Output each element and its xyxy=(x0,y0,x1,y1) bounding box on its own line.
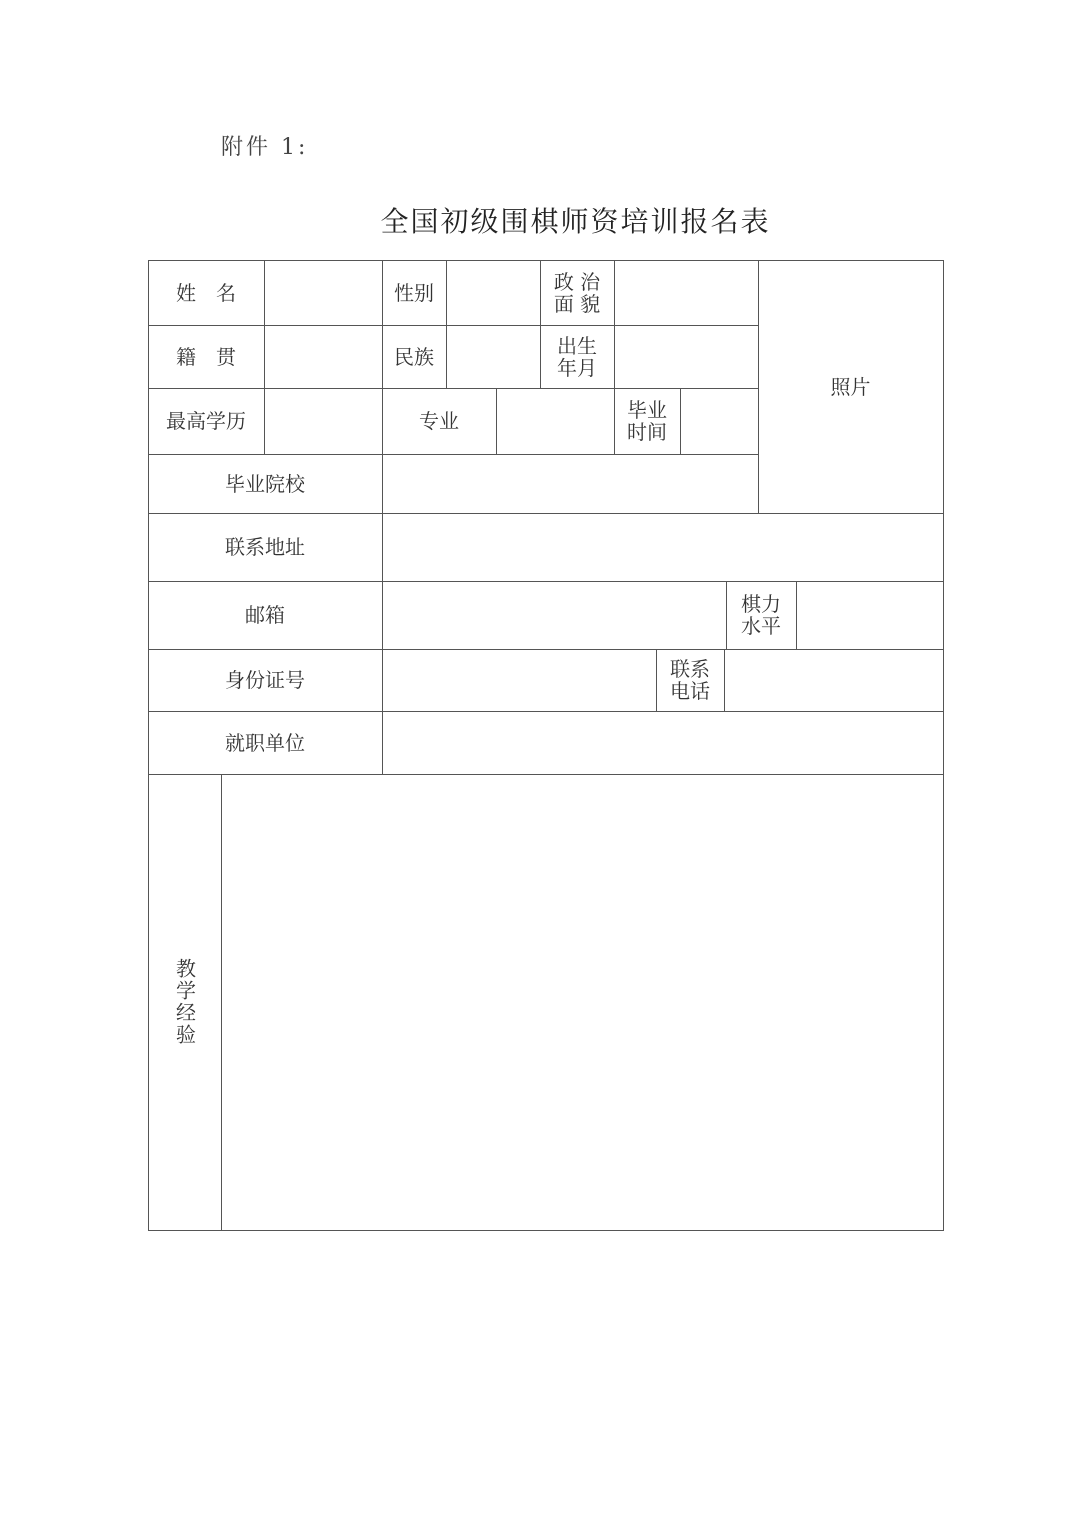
id-number-field[interactable] xyxy=(382,649,656,711)
label-birth-date-line2: 年月 xyxy=(557,355,597,380)
birth-date-field[interactable] xyxy=(614,325,758,388)
phone-field[interactable] xyxy=(724,649,943,711)
form-title: 全国初级围棋师资培训报名表 xyxy=(380,205,771,238)
photo-box[interactable]: 照片 xyxy=(830,374,871,399)
label-native-place: 籍 贯 xyxy=(176,344,236,369)
label-graduation-time-line2: 时间 xyxy=(627,420,667,444)
major-field[interactable] xyxy=(496,388,614,454)
label-go-level-line2: 水平 xyxy=(741,614,781,638)
label-birth-date xyxy=(540,325,614,388)
label-teaching-experience xyxy=(148,774,221,1230)
teaching-experience-field[interactable] xyxy=(221,774,943,1230)
label-graduation-time xyxy=(614,388,680,454)
label-email: 邮箱 xyxy=(245,603,285,627)
label-gender: 性别 xyxy=(394,280,434,305)
school-field[interactable] xyxy=(382,454,758,513)
label-id-number: 身份证号 xyxy=(225,668,305,692)
label-political-status xyxy=(540,260,614,325)
label-phone-line1: 联系 xyxy=(670,657,710,681)
label-go-level xyxy=(726,581,796,649)
attachment-label: 附件 1: xyxy=(221,135,309,160)
label-employer: 就职单位 xyxy=(225,730,305,755)
col-line xyxy=(943,260,944,1231)
label-graduation-time-line1: 毕业 xyxy=(627,398,667,422)
email-field[interactable] xyxy=(382,581,726,649)
label-teaching-experience-text: 教学经验 xyxy=(172,958,197,1046)
political-status-field[interactable] xyxy=(614,260,758,325)
ethnicity-field[interactable] xyxy=(446,325,540,388)
native-place-field[interactable] xyxy=(264,325,382,388)
label-school: 毕业院校 xyxy=(225,471,305,496)
label-birth-date-line1: 出生 xyxy=(557,333,597,358)
label-political-status-line1: 政 治 xyxy=(553,269,601,294)
row-line xyxy=(148,1230,944,1231)
label-education: 最高学历 xyxy=(166,409,246,433)
label-political-status-line2: 面 貌 xyxy=(553,291,601,316)
label-ethnicity: 民族 xyxy=(394,344,434,369)
label-phone xyxy=(656,649,724,711)
education-field[interactable] xyxy=(264,388,382,454)
go-level-field[interactable] xyxy=(796,581,943,649)
name-field[interactable] xyxy=(264,260,382,325)
label-name: 姓 名 xyxy=(176,280,236,305)
label-major: 专业 xyxy=(419,409,459,433)
gender-field[interactable] xyxy=(446,260,540,325)
employer-field[interactable] xyxy=(382,711,943,774)
label-phone-line2: 电话 xyxy=(670,679,710,703)
label-go-level-line1: 棋力 xyxy=(741,592,781,616)
graduation-time-field[interactable] xyxy=(680,388,758,454)
label-address: 联系地址 xyxy=(225,535,305,559)
address-field[interactable] xyxy=(382,513,943,581)
